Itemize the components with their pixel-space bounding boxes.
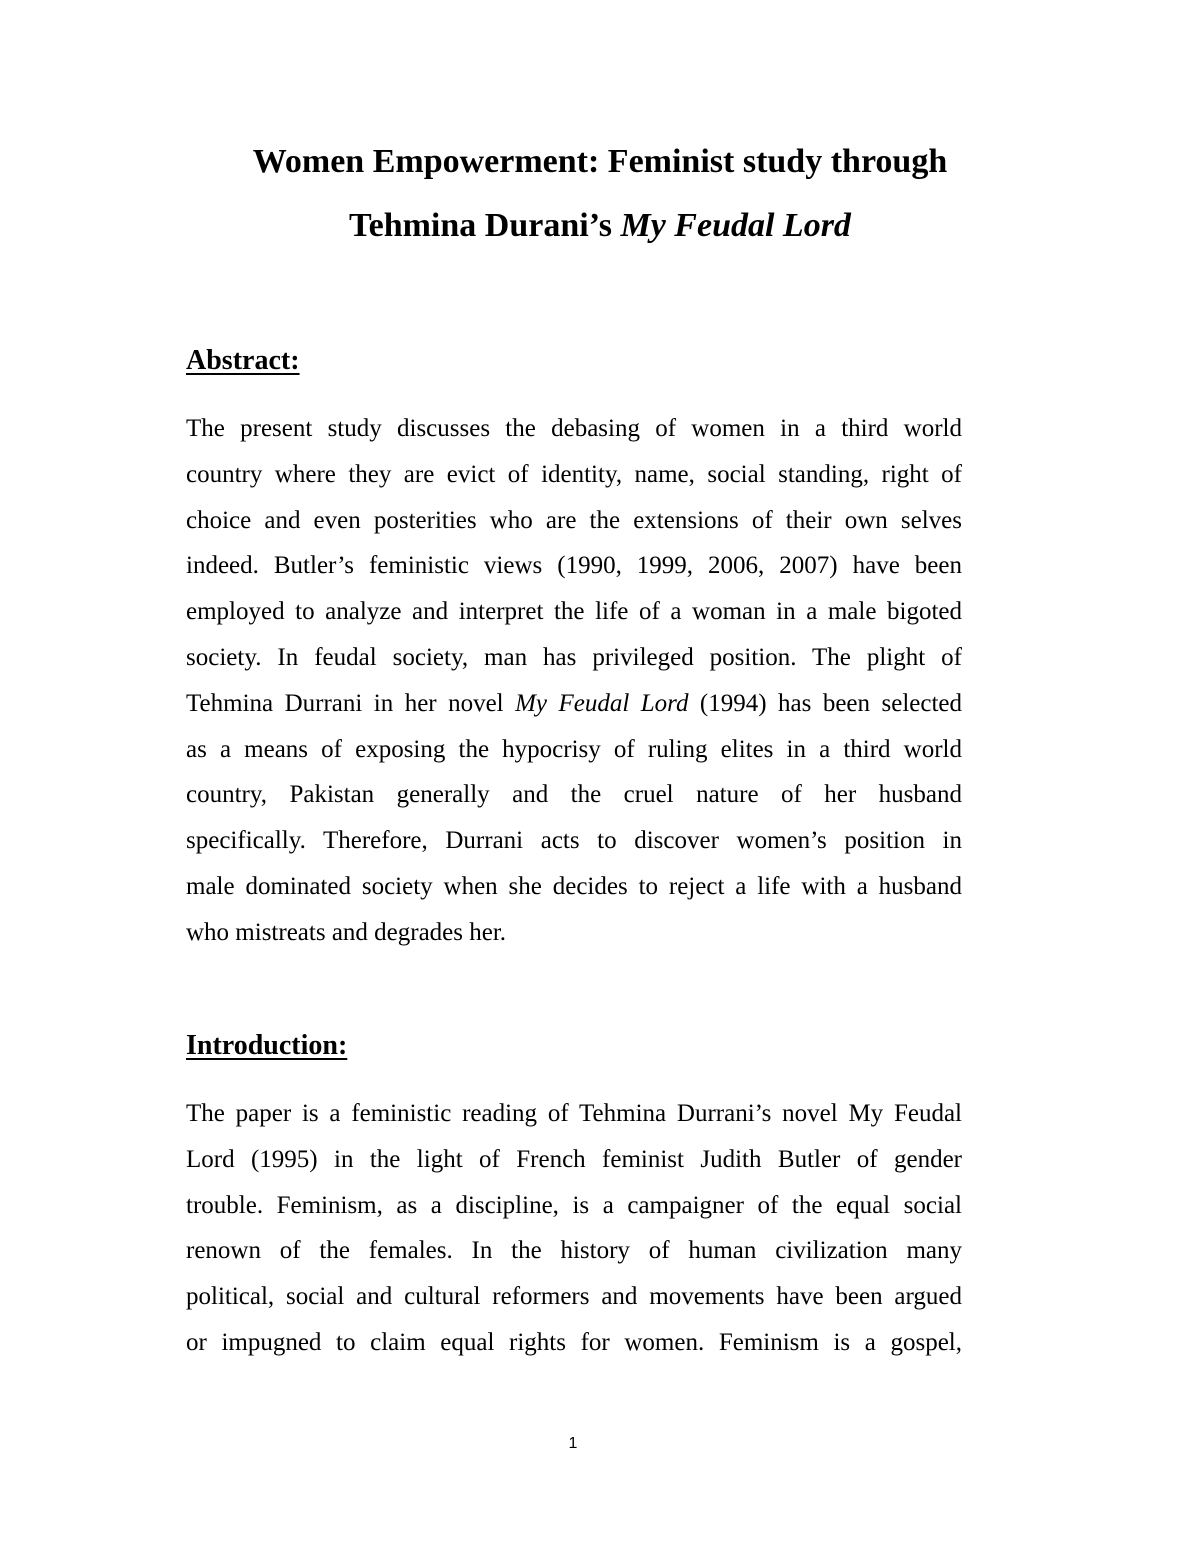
title-novel-name: My Feudal Lord xyxy=(620,207,851,244)
abstract-paragraph xyxy=(186,406,962,956)
paper-title-line-1: Women Empowerment: Feminist study through xyxy=(252,143,948,180)
abstract-line: choice and even posterities who are the extensions of their own selves xyxy=(186,506,962,534)
abstract-line: The present study discusses the debasing of women in a third world xyxy=(186,415,962,442)
abstract-line-7-before: Tehmina Durrani in her novel xyxy=(186,689,516,717)
introduction-line: renown of the females. In the history of human civilization many xyxy=(186,1237,962,1265)
abstract-line-with-novel-title xyxy=(186,681,962,727)
abstract-line: country where they are evict of identity, name, social standing, right of xyxy=(186,460,962,488)
introduction-line: political, social and cultural reformers and movements have been argued xyxy=(186,1283,962,1311)
introduction-line: Lord (1995) in the light of French feminist Judith Butler of gender xyxy=(186,1145,962,1173)
abstract-line: indeed. Butler’s feministic views (1990, 1999, 2006, 2007) have been xyxy=(186,552,962,580)
abstract-heading: Abstract: xyxy=(186,345,300,376)
abstract-line: country, Pakistan generally and the cruel nature of her husband xyxy=(186,781,962,809)
abstract-line-7-after: (1994) has been selected xyxy=(688,689,962,717)
abstract-line: male dominated society when she decides to reject a life with a husband xyxy=(186,872,962,900)
abstract-line: who mistreats and degrades her. xyxy=(186,918,507,946)
paper-title-line-2 xyxy=(150,206,1050,246)
abstract-line: employed to analyze and interpret the life of a woman in a male bigoted xyxy=(186,598,962,626)
introduction-line: trouble. Feminism, as a discipline, is a campaigner of the equal social xyxy=(186,1191,962,1219)
introduction-line: The paper is a feministic reading of Tehmina Durrani’s novel My Feudal xyxy=(186,1100,962,1127)
abstract-line: specifically. Therefore, Durrani acts to discover women’s position in xyxy=(186,827,962,855)
page-number: 1 xyxy=(568,1435,578,1452)
introduction-heading: Introduction: xyxy=(186,1030,348,1061)
introduction-paragraph xyxy=(186,1091,962,1366)
introduction-line: or impugned to claim equal rights for women. Feminism is a gospel, xyxy=(186,1328,962,1356)
title-author-text: Tehmina Durani’s xyxy=(349,207,612,244)
abstract-novel-title: My Feudal Lord xyxy=(515,689,689,717)
abstract-line: as a means of exposing the hypocrisy of ruling elites in a third world xyxy=(186,735,962,763)
abstract-line: society. In feudal society, man has privileged position. The plight of xyxy=(186,643,962,671)
